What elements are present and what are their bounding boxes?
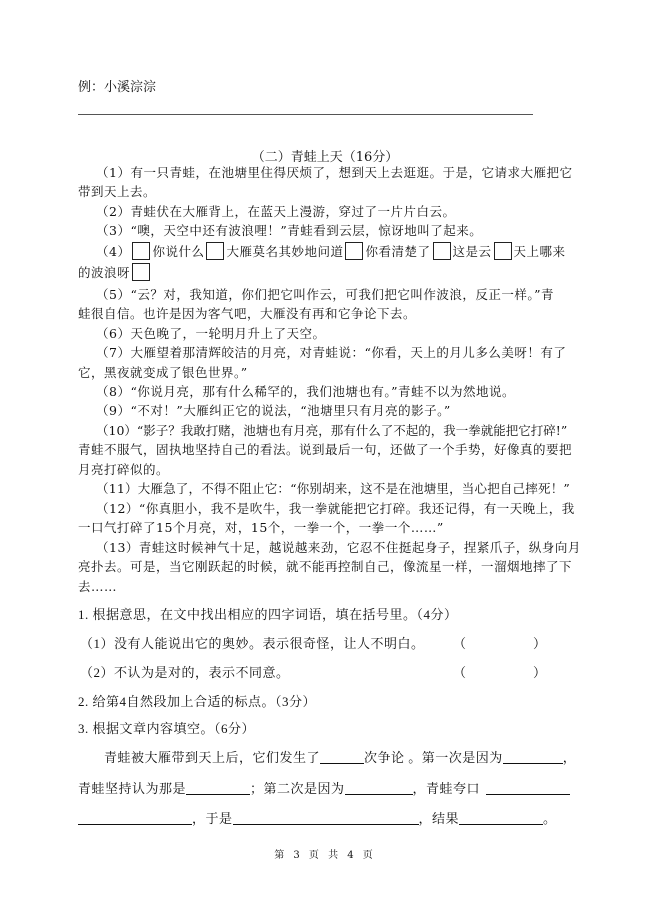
question-1: 1. 根据意思，在文中找出相应的四字词语，填在括号里。（4分） — [78, 607, 458, 622]
p4-num: （4） — [96, 244, 131, 259]
answer-field-2[interactable] — [470, 662, 530, 680]
paragraph-12-cont: 一口气打碎了15个月亮，对，15个，一拳一个，一拳一个……” — [78, 520, 444, 535]
paragraph-6: （6）天色晚了，一轮明月升上了天空。 — [96, 326, 326, 341]
paragraph-9: （9）“不对！”大雁纠正它的说法，“池塘里只有月亮的影子。” — [96, 403, 451, 418]
paragraph-1: （1）有一只青蛙，在池塘里住得厌烦了，想到天上去逛逛。于是，它请求大雁把它 — [96, 165, 573, 180]
blank-field[interactable] — [186, 780, 250, 795]
fill-line-3 — [78, 810, 557, 828]
paragraph-4 — [96, 242, 566, 261]
question-2: 2. 给第4自然段加上合适的标点。（3分） — [78, 694, 317, 709]
paragraph-10-cont: 青蛙不服气，固执地坚持自己的看法。说到最后一句，还做了一个手势，好像真的要把 — [78, 442, 573, 457]
answer-paren-close: ） — [533, 665, 547, 680]
punctuation-box[interactable] — [132, 242, 150, 260]
paragraph-13: （13）青蛙这时候神气十足，越说越来劲，它忍不住挺起身子，捏紧爪子，纵身向月 — [96, 540, 581, 555]
page-footer: 第 3 页 共 4 页 — [274, 850, 376, 861]
paragraph-5: （5）“云？对，我知道，你们把它叫作云，可我们把它叫作波浪，反正一样。”青 — [96, 287, 554, 302]
paragraph-10: （10）“影子？我敢打赌，池塘也有月亮，那有什么了不起的，我一拳就能把它打碎!” — [96, 423, 568, 438]
p4-text: 这是云 — [452, 244, 492, 259]
paragraph-3: （3）“噢，天空中还有波浪哩！”青蛙看到云层，惊讶地叫了起来。 — [96, 223, 483, 238]
paragraph-13-cont: 亮扑去。可是，当它刚跃起的时候，就不能再控制自己，像流星一样，一溜烟地摔了下 — [78, 559, 573, 574]
p4-text: 天上哪来 — [513, 244, 566, 259]
question-1-2: （2）不认为是对的，表示不同意。 — [80, 665, 290, 680]
fill-text: 青蛙被大雁带到天上后，它们发生了 — [104, 750, 321, 765]
paragraph-13-end: 去…… — [78, 579, 118, 594]
punctuation-box[interactable] — [345, 242, 363, 260]
blank-field[interactable] — [78, 810, 192, 825]
p4-text: 你看清楚了 — [365, 244, 431, 259]
fill-text: 。 — [543, 811, 557, 826]
blank-field[interactable] — [345, 780, 413, 795]
paragraph-11: （11）大雁急了，不得不阻止它：“你别胡来，这不是在池塘里，当心把自己摔死！” — [96, 481, 570, 496]
question-1-1: （1）没有人能说出它的奥妙。表示很奇怪，让人不明白。 — [80, 636, 425, 651]
paragraph-7-cont: 它，黑夜就变成了银色世界。” — [78, 365, 248, 380]
answer-paren-open: （ — [453, 636, 467, 651]
paragraph-5-cont: 蛙很自信。也许是因为客气吧，大雁没有再和它争论下去。 — [78, 306, 417, 321]
fill-text: 青蛙坚持认为那是 — [78, 781, 187, 796]
blank-field[interactable] — [503, 749, 563, 764]
p4-text: 大雁莫名其妙地问道 — [226, 244, 344, 259]
fill-text: ；第二次是因为 — [250, 781, 345, 796]
fill-text: ， — [562, 750, 577, 765]
example-text: 例：小溪淙淙 — [78, 80, 157, 95]
p4-text: 的波浪呀 — [78, 265, 131, 280]
blank-field[interactable] — [233, 810, 419, 825]
fill-text: ，结果 — [418, 811, 460, 826]
blank-field[interactable] — [486, 780, 570, 795]
fill-line-1 — [104, 749, 576, 767]
blank-field[interactable] — [320, 749, 364, 764]
p4-text: 你说什么 — [152, 244, 205, 259]
question-3: 3. 根据文章内容填空。（6分） — [78, 721, 256, 736]
paragraph-7: （7）大雁望着那清辉皎洁的月亮，对青蛙说：“你看，天上的月儿多么美呀！有了 — [96, 345, 567, 360]
paragraph-1-cont: 带到天上去。 — [78, 184, 157, 199]
fill-text: ，于是 — [192, 811, 233, 826]
punctuation-box[interactable] — [494, 242, 512, 260]
answer-paren-close: ） — [533, 636, 547, 651]
paragraph-8: （8）“你说月亮，那有什么稀罕的，我们池塘也有。”青蛙不以为然地说。 — [96, 384, 515, 399]
punctuation-box[interactable] — [433, 242, 451, 260]
answer-paren-open: （ — [453, 665, 467, 680]
paragraph-4-cont — [78, 263, 152, 282]
fill-text: ，青蛙夸口 — [412, 781, 481, 796]
fill-line-2 — [78, 780, 570, 798]
punctuation-box[interactable] — [132, 263, 150, 281]
answer-line — [78, 114, 533, 115]
fill-text: 次争论 。第一次是因为 — [364, 750, 503, 765]
answer-field-1[interactable] — [470, 633, 530, 651]
paragraph-10-end: 月亮打碎似的。 — [78, 462, 170, 477]
blank-field[interactable] — [459, 810, 543, 825]
section-title: （二）青蛙上天（16分） — [251, 150, 399, 165]
paragraph-12: （12）“你真胆小，我不是吹牛，我一拳就能把它打碎。我还记得，有一天晚上，我 — [96, 501, 575, 516]
punctuation-box[interactable] — [206, 242, 224, 260]
paragraph-2: （2）青蛙伏在大雁背上，在蓝天上漫游，穿过了一片片白云。 — [96, 204, 456, 219]
